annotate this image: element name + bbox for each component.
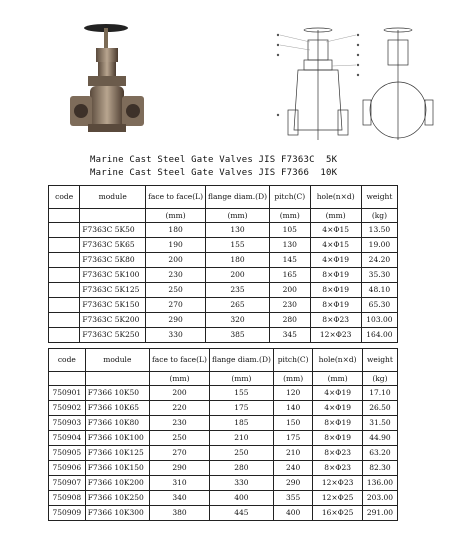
caption-10k: Marine Cast Steel Gate Valves JIS F7366 10K [90, 168, 338, 178]
header-weight: weight [362, 349, 397, 372]
header-hole: hole(n×d) [310, 186, 361, 209]
table-cell: 35.30 [361, 268, 397, 283]
table-cell: 750903 [49, 416, 86, 431]
table-cell: 750905 [49, 446, 86, 461]
table-cell: 31.50 [362, 416, 397, 431]
table-cell: 190 [146, 238, 206, 253]
table-cell: 200 [146, 253, 206, 268]
table-cell: 165 [270, 268, 311, 283]
table-cell: F7363C 5K100 [80, 268, 146, 283]
table-cell: F7363C 5K150 [80, 298, 146, 313]
table-cell: 140 [273, 401, 312, 416]
table-cell: 230 [270, 298, 311, 313]
table-cell [49, 268, 80, 283]
spec-table-10k [48, 348, 398, 521]
table-cell: F7366 10K300 [85, 506, 149, 521]
table-cell: 175 [209, 401, 273, 416]
table-cell: 4×Φ19 [310, 253, 361, 268]
table-cell: 291.00 [362, 506, 397, 521]
table-cell: 155 [209, 386, 273, 401]
unit-cell: (mm) [150, 372, 210, 386]
table-cell: 203.00 [362, 491, 397, 506]
table-cell: 8×Φ19 [313, 431, 362, 446]
table-cell: 150 [273, 416, 312, 431]
table-cell: 230 [146, 268, 206, 283]
table-cell: 400 [209, 491, 273, 506]
table-row [49, 416, 398, 431]
table-cell: F7363C 5K65 [80, 238, 146, 253]
table-cell: 220 [150, 401, 210, 416]
table-cell: 400 [273, 506, 312, 521]
table-cell: 65.30 [361, 298, 397, 313]
table-cell: 210 [209, 431, 273, 446]
table-cell: 8×Φ19 [310, 268, 361, 283]
table-cell: 330 [209, 476, 273, 491]
table-cell: 82.30 [362, 461, 397, 476]
unit-cell: (kg) [362, 372, 397, 386]
table-cell: 340 [150, 491, 210, 506]
header-module: module [85, 349, 149, 372]
table-cell: 750907 [49, 476, 86, 491]
header-code: code [49, 186, 80, 209]
table-cell: 4×Φ19 [313, 386, 362, 401]
table-cell: 290 [146, 313, 206, 328]
table-cell: F7366 10K50 [85, 386, 149, 401]
table-cell: 290 [273, 476, 312, 491]
header-flange: flange diam.(D) [209, 349, 273, 372]
table-cell: 145 [270, 253, 311, 268]
header-pitch: pitch(C) [273, 349, 312, 372]
table-cell: 265 [206, 298, 270, 313]
unit-cell [85, 372, 149, 386]
table-cell: 48.10 [361, 283, 397, 298]
table-cell [49, 283, 80, 298]
table-cell: 12×Φ23 [310, 328, 361, 343]
table-cell: F7363C 5K125 [80, 283, 146, 298]
table-cell: 230 [150, 416, 210, 431]
unit-cell: (mm) [146, 209, 206, 223]
table-cell: 750904 [49, 431, 86, 446]
table-cell: 105 [270, 223, 311, 238]
table-cell: 4×Φ19 [313, 401, 362, 416]
table-cell: 120 [273, 386, 312, 401]
table-cell: 8×Φ23 [313, 461, 362, 476]
table-cell: 270 [150, 446, 210, 461]
table-cell: 445 [209, 506, 273, 521]
table-cell: 136.00 [362, 476, 397, 491]
table-cell: 240 [273, 461, 312, 476]
header-row [49, 186, 398, 209]
unit-cell [49, 209, 80, 223]
unit-cell: (kg) [361, 209, 397, 223]
unit-cell: (mm) [313, 372, 362, 386]
table-cell: 164.00 [361, 328, 397, 343]
table-body [49, 223, 398, 343]
table-cell: 200 [206, 268, 270, 283]
unit-cell: (mm) [209, 372, 273, 386]
table-cell: 750908 [49, 491, 86, 506]
units-row [49, 209, 398, 223]
unit-cell: (mm) [310, 209, 361, 223]
table-cell: 250 [150, 431, 210, 446]
table-row [49, 253, 398, 268]
table-body [49, 386, 398, 521]
table-cell [49, 313, 80, 328]
table-cell: 250 [209, 446, 273, 461]
unit-cell: (mm) [270, 209, 311, 223]
table-cell: F7363C 5K50 [80, 223, 146, 238]
table-cell [49, 223, 80, 238]
table-cell: 345 [270, 328, 311, 343]
table-cell: F7366 10K200 [85, 476, 149, 491]
unit-cell: (mm) [273, 372, 312, 386]
table-cell: 750906 [49, 461, 86, 476]
table-row [49, 491, 398, 506]
table-cell: 280 [270, 313, 311, 328]
table-row [49, 431, 398, 446]
table-cell: 330 [146, 328, 206, 343]
table-cell: 8×Φ19 [310, 298, 361, 313]
table-cell: 8×Φ19 [310, 283, 361, 298]
table-cell: 17.10 [362, 386, 397, 401]
header-row [49, 349, 398, 372]
table-cell: 320 [206, 313, 270, 328]
table-cell: F7366 10K250 [85, 491, 149, 506]
table-row [49, 268, 398, 283]
table-cell: 8×Φ19 [313, 416, 362, 431]
table-cell: 380 [150, 506, 210, 521]
table-row [49, 461, 398, 476]
table-cell: 180 [146, 223, 206, 238]
table-cell: 103.00 [361, 313, 397, 328]
table-cell: 8×Φ23 [310, 313, 361, 328]
table-cell: F7366 10K80 [85, 416, 149, 431]
valve-section-drawing [268, 20, 458, 150]
table-cell [49, 298, 80, 313]
table-cell: 385 [206, 328, 270, 343]
table-cell: 355 [273, 491, 312, 506]
table-row [49, 298, 398, 313]
table-cell: 210 [273, 446, 312, 461]
table-cell: 4×Φ15 [310, 223, 361, 238]
gate-valve-photo [60, 20, 160, 150]
table-cell: F7366 10K125 [85, 446, 149, 461]
header-flange: flange diam.(D) [206, 186, 270, 209]
spec-table-5k [48, 185, 398, 343]
table-row [49, 223, 398, 238]
table-cell: 250 [146, 283, 206, 298]
table-row [49, 386, 398, 401]
header-pitch: pitch(C) [270, 186, 311, 209]
units-row [49, 372, 398, 386]
header-weight: weight [361, 186, 397, 209]
unit-cell [80, 209, 146, 223]
header-hole: hole(n×d) [313, 349, 362, 372]
table-cell: 175 [273, 431, 312, 446]
table-cell: 750902 [49, 401, 86, 416]
table-cell: 750901 [49, 386, 86, 401]
table-cell: 200 [270, 283, 311, 298]
table-row [49, 446, 398, 461]
unit-cell: (mm) [206, 209, 270, 223]
table-row [49, 401, 398, 416]
table-row [49, 476, 398, 491]
table-row [49, 283, 398, 298]
table-cell: 13.50 [361, 223, 397, 238]
table-cell: 290 [150, 461, 210, 476]
table-cell: F7363C 5K250 [80, 328, 146, 343]
table-cell: 8×Φ23 [313, 446, 362, 461]
header-face: face to face(L) [146, 186, 206, 209]
table-row [49, 313, 398, 328]
table-cell [49, 238, 80, 253]
table-cell [49, 253, 80, 268]
table-cell: 155 [206, 238, 270, 253]
table-cell: F7366 10K100 [85, 431, 149, 446]
table-cell [49, 328, 80, 343]
table-row [49, 238, 398, 253]
table-cell: 24.20 [361, 253, 397, 268]
table-cell: 12×Φ25 [313, 491, 362, 506]
table-cell: 19.00 [361, 238, 397, 253]
table-cell: 26.50 [362, 401, 397, 416]
header-face: face to face(L) [150, 349, 210, 372]
table-cell: 130 [206, 223, 270, 238]
header-code: code [49, 349, 86, 372]
table-cell: 16×Φ25 [313, 506, 362, 521]
table-cell: 280 [209, 461, 273, 476]
table-cell: F7363C 5K200 [80, 313, 146, 328]
table-cell: 63.20 [362, 446, 397, 461]
header-module: module [80, 186, 146, 209]
table-cell: F7363C 5K80 [80, 253, 146, 268]
table-cell: 130 [270, 238, 311, 253]
table-cell: 235 [206, 283, 270, 298]
table-cell: 200 [150, 386, 210, 401]
table-cell: 185 [209, 416, 273, 431]
caption-5k: Marine Cast Steel Gate Valves JIS F7363C 5K [90, 155, 338, 165]
table-cell: 180 [206, 253, 270, 268]
table-cell: 310 [150, 476, 210, 491]
table-row [49, 506, 398, 521]
unit-cell [49, 372, 86, 386]
table-cell: F7366 10K150 [85, 461, 149, 476]
table-cell: 44.90 [362, 431, 397, 446]
table-cell: 4×Φ15 [310, 238, 361, 253]
table-cell: 750909 [49, 506, 86, 521]
table-row [49, 328, 398, 343]
table-cell: 12×Φ23 [313, 476, 362, 491]
table-cell: F7366 10K65 [85, 401, 149, 416]
table-cell: 270 [146, 298, 206, 313]
